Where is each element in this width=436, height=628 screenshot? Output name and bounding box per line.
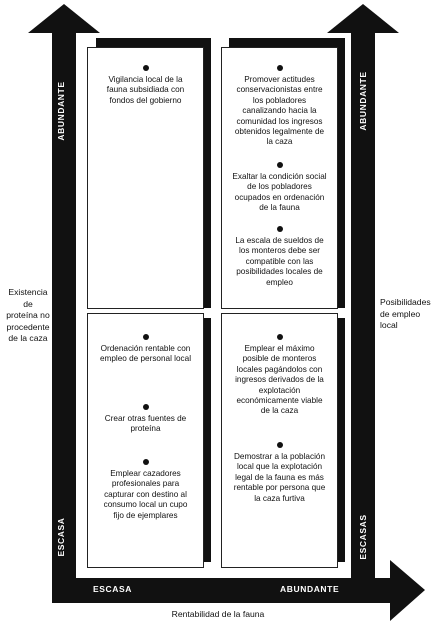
quadrant-item: Ordenación rentable con empleo de personal local bbox=[88, 334, 203, 365]
quadrant-bottom-left bbox=[87, 313, 204, 568]
quadrant-item: Demostrar a la población local que la explotación legal de la fauna es más rentable por persona que la caza furtiva bbox=[222, 442, 337, 504]
right-axis-title: Posibilidades de empleo local bbox=[380, 297, 431, 330]
quadrant-item: Exaltar la condición social de los pobladores ocupados en ordenación de la fauna bbox=[222, 162, 337, 214]
quadrant-top-left bbox=[87, 47, 204, 309]
right-axis-top-label: ABUNDANTE bbox=[358, 71, 368, 131]
quadrant-bottom-right bbox=[221, 313, 338, 568]
left-axis-top-label: ABUNDANTE bbox=[56, 81, 66, 141]
bullet-icon bbox=[143, 65, 149, 71]
bullet-icon bbox=[277, 162, 283, 168]
bullet-icon bbox=[143, 404, 149, 410]
bottom-axis-left-label: ESCASA bbox=[93, 584, 133, 594]
bullet-icon bbox=[277, 334, 283, 340]
bullet-icon bbox=[143, 459, 149, 465]
bullet-icon bbox=[277, 65, 283, 71]
quadrant-top-right bbox=[221, 47, 338, 309]
quadrant-item: Emplear cazadores profesionales para capturar con destino al consumo local un cupo fijo de ejemplares bbox=[88, 459, 203, 521]
quadrant-item: Promover actitudes conservacionistas entre los pobladores canalizando hacia la comunidad los ingresos obtenidos legalmente de la caza bbox=[222, 65, 337, 148]
bottom-axis-title: Rentabilidad de la fauna bbox=[171, 609, 265, 619]
bullet-icon bbox=[277, 226, 283, 232]
quadrant-item: Emplear el máximo posible de monteros locales pagándolos con ingresos derivados de la explotación económicamente viable de la caza bbox=[222, 334, 337, 417]
left-axis-bottom-label: ESCASA bbox=[56, 517, 66, 557]
quadrant-item: Vigilancia local de la fauna subsidiada con fondos del gobierno bbox=[88, 65, 203, 106]
right-axis-bottom-label: ESCASAS bbox=[358, 514, 368, 560]
bullet-icon bbox=[143, 334, 149, 340]
quadrant-item: Crear otras fuentes de proteína bbox=[88, 404, 203, 435]
quadrant-item: La escala de sueldos de los monteros debe ser compatible con las posibilidades locales de empleo bbox=[222, 226, 337, 288]
bottom-axis-right-label: ABUNDANTE bbox=[280, 584, 340, 594]
bullet-icon bbox=[277, 442, 283, 448]
left-axis-title: Existencia de proteína no procedente de la caza bbox=[6, 287, 50, 343]
